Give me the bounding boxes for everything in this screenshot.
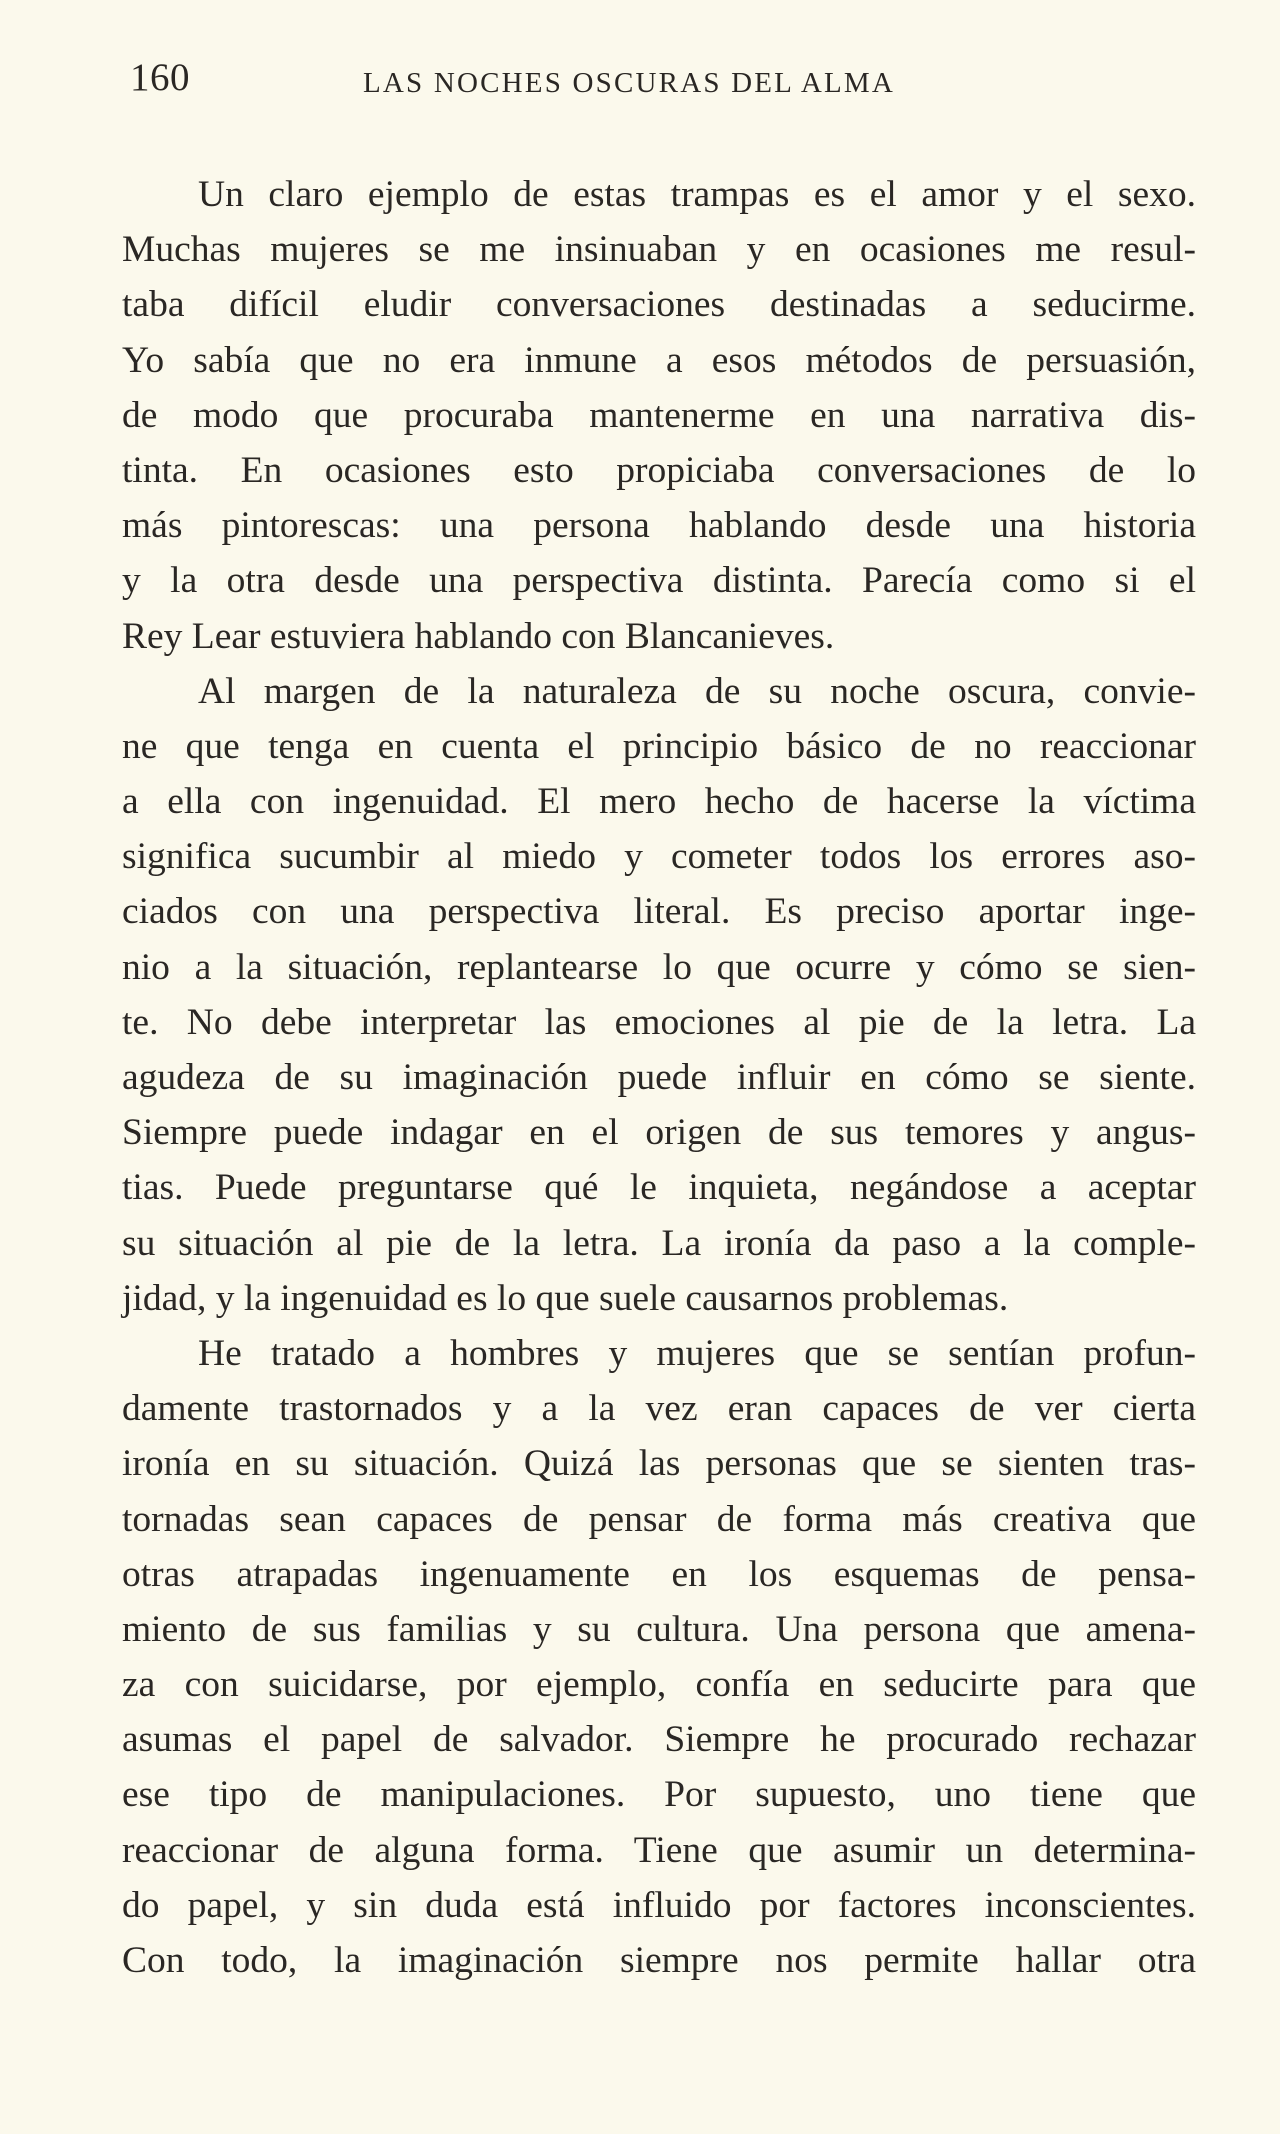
text-line: más pintorescas: una persona hablando desde una historia [122,505,1196,547]
text-line: damente trastornados y a la vez eran capaces de ver cierta [122,1388,1196,1430]
text-line: ese tipo de manipulaciones. Por supuesto, uno tiene que [122,1774,1196,1816]
text-line: Con todo, la imaginación siempre nos permite hallar otra [122,1940,1196,1981]
text-line: Al margen de la naturaleza de su noche oscura, convie- [198,670,1196,712]
text-line: za con suicidarse, por ejemplo, confía en seducirte para que [122,1664,1196,1706]
paragraph-3 [122,1326,1196,1988]
text-line: ciados con una perspectiva literal. Es preciso aportar inge- [122,891,1196,933]
text-line: tinta. En ocasiones esto propiciaba conversaciones de lo [122,449,1196,491]
paragraph-1 [122,167,1196,664]
text-line: He tratado a hombres y mujeres que se sentían profun- [198,1332,1196,1374]
text-line: ironía en su situación. Quizá las personas que se sienten tras- [122,1443,1196,1485]
text-line: Un claro ejemplo de estas trampas es el amor y el sexo. [198,174,1196,215]
text-line: significa sucumbir al miedo y cometer todos los errores aso- [122,836,1196,878]
text-line: te. No debe interpretar las emociones al pie de la letra. La [122,1001,1196,1043]
text-line: de modo que procuraba mantenerme en una narrativa dis- [122,394,1196,436]
text-line: agudeza de su imaginación puede influir en cómo se siente. [122,1057,1196,1098]
text-line: nio a la situación, replantearse lo que ocurre y cómo se sien- [122,946,1196,988]
text-line: y la otra desde una perspectiva distinta. Parecía como si el [122,560,1196,602]
paragraph-2 [122,664,1196,1326]
page-number: 160 [130,56,190,99]
text-line: ne que tenga en cuenta el principio básico de no reaccionar [122,725,1196,767]
text-line: do papel, y sin duda está influido por factores inconscientes. [122,1884,1196,1926]
text-line: su situación al pie de la letra. La ironía da paso a la comple- [122,1222,1196,1264]
text-line: otras atrapadas ingenuamente en los esquemas de pensa- [122,1553,1196,1595]
text-line: reaccionar de alguna forma. Tiene que asumir un determina- [122,1829,1196,1871]
running-header: LAS NOCHES OSCURAS DEL ALMA [363,67,896,99]
text-line: tornadas sean capaces de pensar de forma más creativa que [122,1498,1196,1540]
text-line: Muchas mujeres se me insinuaban y en ocasiones me resul- [122,229,1196,271]
text-line: taba difícil eludir conversaciones destinadas a seducirme. [122,284,1196,326]
text-line: Rey Lear estuviera hablando con Blancanieves. [122,615,835,657]
text-line: asumas el papel de salvador. Siempre he procurado rechazar [122,1719,1196,1761]
text-line: a ella con ingenuidad. El mero hecho de hacerse la víctima [122,781,1196,823]
text-line: Yo sabía que no era inmune a esos métodos de persuasión, [122,339,1196,381]
text-line: tias. Puede preguntarse qué le inquieta, negándose a aceptar [122,1167,1196,1209]
body-text [122,167,1196,1988]
text-line: Siempre puede indagar en el origen de sus temores y angus- [122,1112,1196,1154]
text-line: jidad, y la ingenuidad es lo que suele causarnos problemas. [122,1277,1009,1319]
text-line: miento de sus familias y su cultura. Una persona que amena- [122,1608,1196,1650]
